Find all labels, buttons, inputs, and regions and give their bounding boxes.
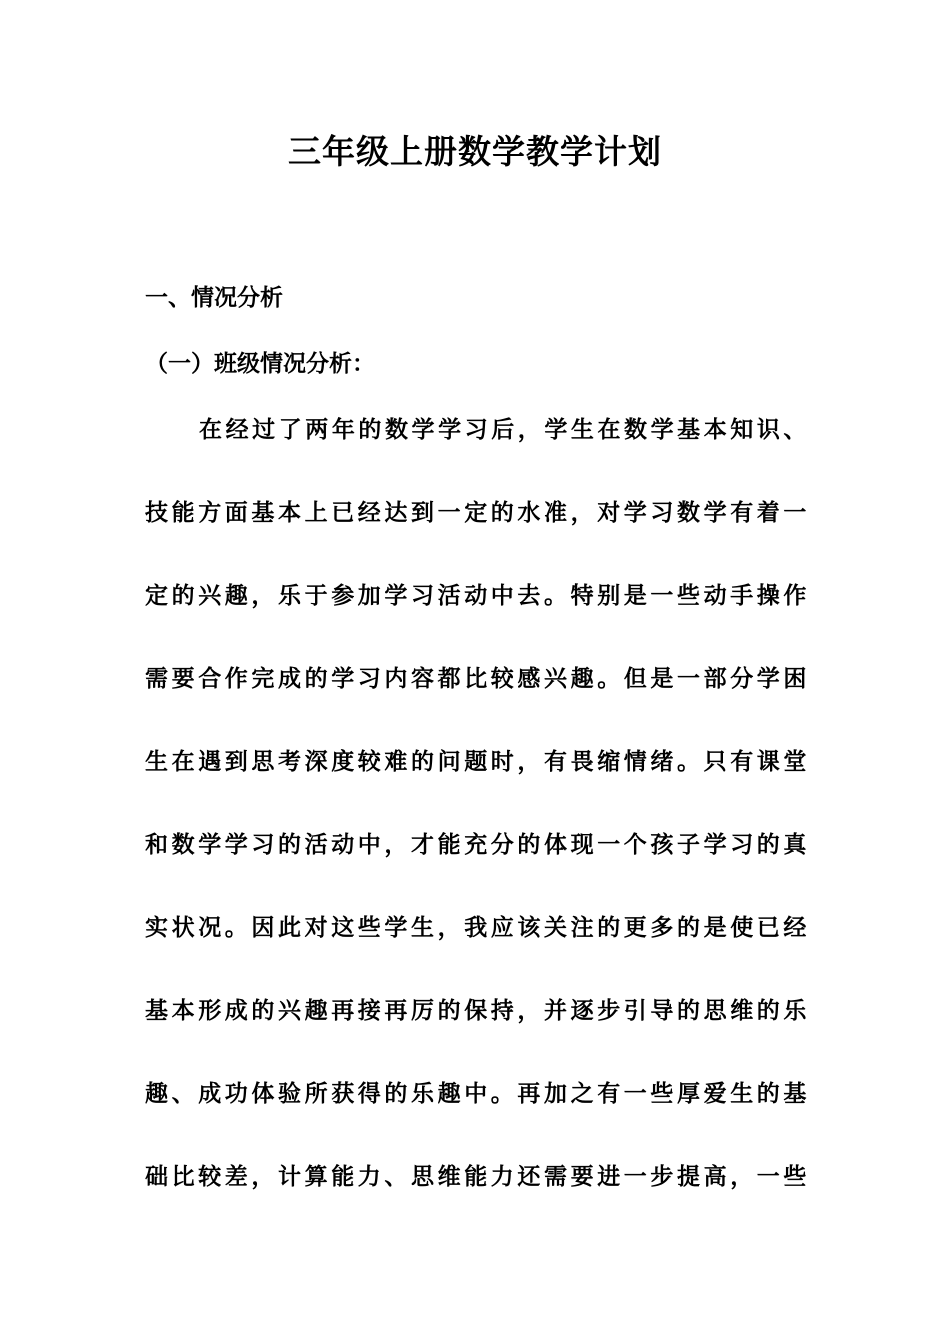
document-title: 三年级上册数学教学计划 (288, 132, 662, 171)
paragraph-line: 技能方面基本上已经达到一定的水准，对学习数学有着一 (145, 500, 807, 526)
paragraph-line: 基本形成的兴趣再接再厉的保持，并逐步引导的思维的乐 (145, 998, 807, 1024)
paragraph-line: 础比较差，计算能力、思维能力还需要进一步提高，一些 (145, 1164, 807, 1190)
paragraph-line: 在经过了两年的数学学习后，学生在数学基本知识、 (199, 417, 807, 443)
paragraph-line: 和数学学习的活动中，才能充分的体现一个孩子学习的真 (145, 832, 807, 858)
subsection-heading: （一）班级情况分析： (145, 351, 375, 377)
paragraph-line: 需要合作完成的学习内容都比较感兴趣。但是一部分学困 (145, 666, 807, 692)
paragraph-line: 趣、成功体验所获得的乐趣中。再加之有一些厚爱生的基 (145, 1081, 807, 1107)
paragraph-line: 定的兴趣，乐于参加学习活动中去。特别是一些动手操作 (145, 583, 807, 609)
paragraph-line: 生在遇到思考深度较难的问题时，有畏缩情绪。只有课堂 (145, 749, 807, 775)
section-heading: 一、情况分析 (145, 285, 283, 311)
paragraph-line: 实状况。因此对这些学生，我应该关注的更多的是使已经 (145, 915, 807, 941)
